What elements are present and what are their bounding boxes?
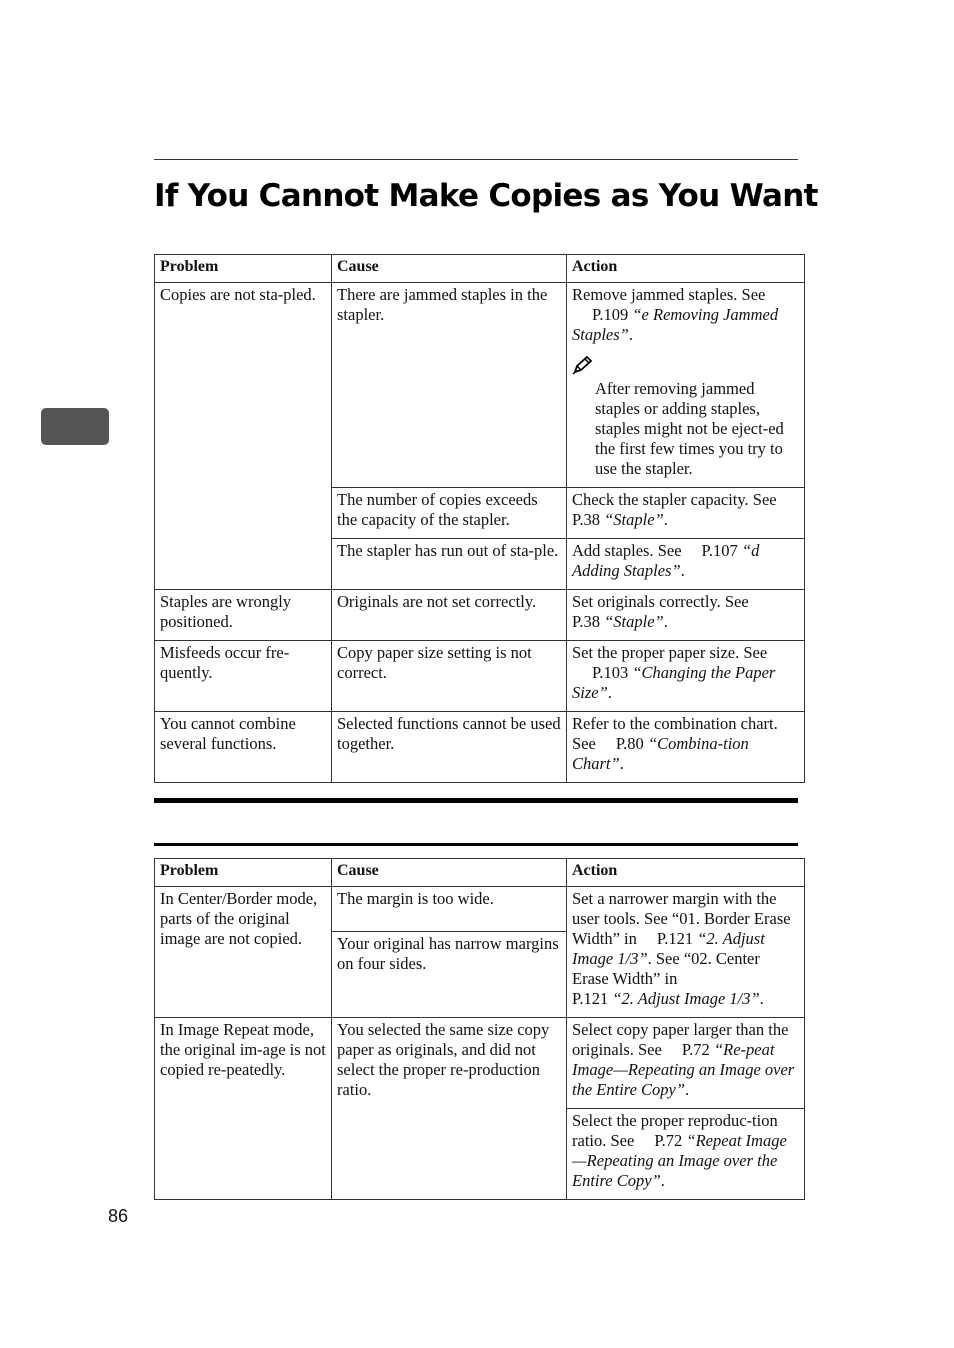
problem-cell: In Image Repeat mode, the original im-age is not copied re-peatedly. <box>155 1018 332 1200</box>
cause-cell: The stapler has run out of sta-ple. <box>332 539 567 590</box>
section-rule <box>154 843 798 846</box>
action-text: Set the proper paper size. See <box>572 643 768 662</box>
table-header-row <box>155 859 805 887</box>
action-cell: Set the proper paper size. See P.103 “Changing the Paper Size”. <box>567 641 805 712</box>
problem-cell: Copies are not sta-pled. <box>155 283 332 590</box>
action-text: Remove jammed staples. See <box>572 285 766 304</box>
action-cell: Remove jammed staples. See P.109 “e Removing Jammed Staples”. After removing jammed staples or adding staples, staples might not be eject-ed the first few times you try to use the stapler. <box>567 283 805 488</box>
action-cell: Select the proper reproduc-tion ratio. See P.72 “Repeat Image—Repeating an Image over the Entire Copy”. <box>567 1109 805 1200</box>
action-cell: Set originals correctly. See P.38 “Staple”. <box>567 590 805 641</box>
problem-cell: You cannot combine several functions. <box>155 712 332 783</box>
section-link[interactable]: “Staple” <box>604 612 664 631</box>
action-cell: Set a narrower margin with the user tools. See “01. Border Erase Width” in P.121 “2. Adjust Image 1/3”. See “02. Center Erase Width” in P.121 “2. Adjust Image 1/3”. <box>567 887 805 1018</box>
table-row <box>155 712 805 783</box>
action-cell: Add staples. See P.107 “d Adding Staples”. <box>567 539 805 590</box>
table-row <box>155 283 805 488</box>
section-link[interactable]: “2. Adjust Image 1/3” <box>572 929 765 968</box>
section-link[interactable]: “e Removing Jammed Staples” <box>572 305 779 344</box>
action-text: Set a narrower margin with the user tools. See “01. Border Erase Width” in <box>572 889 791 948</box>
staple-troubleshooting-table <box>154 254 805 783</box>
section-link[interactable]: “d Adding Staples” <box>572 541 760 580</box>
page-reference[interactable]: P.103 <box>592 663 629 682</box>
page-reference[interactable]: P.121 <box>656 929 694 948</box>
header-problem: Problem <box>155 859 332 887</box>
page-reference[interactable]: P.109 <box>592 305 629 324</box>
header-action: Action <box>567 859 805 887</box>
action-text: . See “02. Center Erase Width” in <box>572 949 760 988</box>
action-text: Refer to the combination chart. See <box>572 714 778 753</box>
cause-cell: Copy paper size setting is not correct. <box>332 641 567 712</box>
action-cell: Refer to the combination chart. See P.80 “Combina-tion Chart”. <box>567 712 805 783</box>
section-link[interactable]: “Combina-tion Chart” <box>572 734 749 773</box>
chapter-tab <box>41 408 109 445</box>
header-cause: Cause <box>332 859 567 887</box>
page-number: 86 <box>108 1206 129 1226</box>
action-text: Add staples. See <box>572 541 682 560</box>
page-reference[interactable]: P.72 <box>681 1040 710 1059</box>
page-reference[interactable]: P.72 <box>654 1131 683 1150</box>
cause-cell: Your original has narrow margins on four sides. <box>332 932 567 1018</box>
action-text: Set originals correctly. See <box>572 592 749 611</box>
table-row <box>155 590 805 641</box>
problem-cell: In Center/Border mode, parts of the original image are not copied. <box>155 887 332 1018</box>
action-cell: Select copy paper larger than the originals. See P.72 “Re-peat Image—Repeating an Image over the Entire Copy”. <box>567 1018 805 1109</box>
cause-cell: Selected functions cannot be used together. <box>332 712 567 783</box>
action-text: Select the proper reproduc-tion ratio. See <box>572 1111 778 1150</box>
page-reference[interactable]: P.38 <box>572 510 600 529</box>
table-row <box>155 641 805 712</box>
header-action: Action <box>567 255 805 283</box>
problem-cell: Staples are wrongly positioned. <box>155 590 332 641</box>
top-rule <box>154 159 798 160</box>
action-text: Check the stapler capacity. See <box>572 490 777 509</box>
table-row <box>155 1018 805 1109</box>
cause-cell: Originals are not set correctly. <box>332 590 567 641</box>
section-link[interactable]: “Staple” <box>604 510 664 529</box>
section-link[interactable]: “Repeat Image—Repeating an Image over the Entire Copy” <box>572 1131 787 1190</box>
page-reference[interactable]: P.121 <box>572 989 609 1008</box>
cause-cell: The margin is too wide. <box>332 887 567 932</box>
page-reference[interactable]: P.38 <box>572 612 600 631</box>
table-row <box>155 887 805 932</box>
note-text: After removing jammed staples or adding staples, staples might not be eject-ed the first few times you try to use the stapler. <box>595 379 784 478</box>
action-text: Select copy paper larger than the originals. See <box>572 1020 789 1059</box>
header-cause: Cause <box>332 255 567 283</box>
page-reference[interactable]: P.80 <box>615 734 644 753</box>
section-link[interactable]: “2. Adjust Image 1/3” <box>612 989 760 1008</box>
cause-cell: There are jammed staples in the stapler. <box>332 283 567 488</box>
page-title: If You Cannot Make Copies as You Want <box>154 178 818 214</box>
section-divider <box>154 798 798 803</box>
action-cell: Check the stapler capacity. SeeP.38 “Staple”. <box>567 488 805 539</box>
section-link[interactable]: “Re-peat Image—Repeating an Image over the Entire Copy” <box>572 1040 795 1099</box>
cause-cell: You selected the same size copy paper as originals, and did not select the proper re-production ratio. <box>332 1018 567 1200</box>
section-link[interactable]: “Changing the Paper Size” <box>572 663 776 702</box>
problem-cell: Misfeeds occur fre-quently. <box>155 641 332 712</box>
pencil-note-icon <box>572 355 594 375</box>
page-reference[interactable]: P.107 <box>701 541 738 560</box>
cause-cell: The number of copies exceeds the capacity of the stapler. <box>332 488 567 539</box>
header-problem: Problem <box>155 255 332 283</box>
image-troubleshooting-table <box>154 858 805 1200</box>
table-header-row <box>155 255 805 283</box>
